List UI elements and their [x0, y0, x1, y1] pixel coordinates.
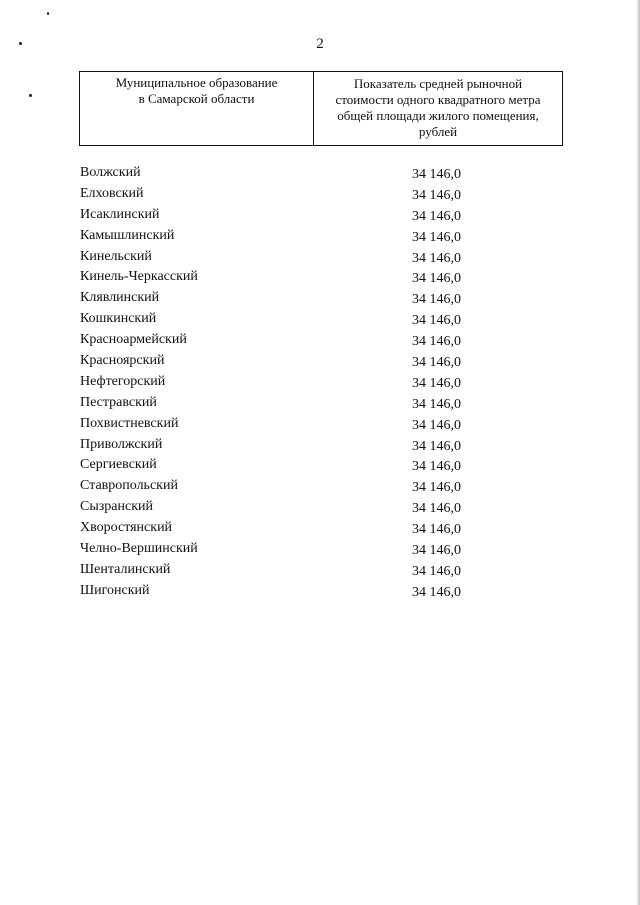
scan-speck	[47, 12, 49, 15]
municipality-name: Ставропольский	[80, 478, 178, 494]
municipality-name: Нефтегорский	[80, 373, 166, 389]
indicator-header-line: общей площади жилого помещения,	[337, 108, 539, 123]
price-value: 34 146,0	[412, 208, 461, 224]
municipality-name: Красноярский	[80, 353, 165, 369]
price-value: 34 146,0	[412, 584, 461, 600]
price-value: 34 146,0	[412, 396, 461, 412]
table-row	[0, 518, 640, 539]
table-body	[0, 163, 640, 602]
municipality-name: Челно-Вершинский	[80, 541, 198, 557]
table-row	[0, 435, 640, 456]
table-row	[0, 351, 640, 372]
municipality-header-line: в Самарской области	[138, 91, 255, 106]
table-row	[0, 163, 640, 184]
price-value: 34 146,0	[412, 501, 461, 517]
table-row	[0, 455, 640, 476]
table-row	[0, 560, 640, 581]
price-value: 34 146,0	[412, 355, 461, 371]
table-row	[0, 330, 640, 351]
table-row	[0, 226, 640, 247]
price-value: 34 146,0	[412, 543, 461, 559]
table-row	[0, 267, 640, 288]
table-row	[0, 393, 640, 414]
municipality-name: Клявлинский	[80, 290, 160, 306]
municipality-name: Похвистневский	[80, 415, 179, 431]
price-value: 34 146,0	[412, 522, 461, 538]
price-value: 34 146,0	[412, 438, 461, 454]
municipality-name: Камышлинский	[80, 227, 175, 243]
municipality-name: Хворостянский	[80, 520, 173, 536]
municipality-name: Пестравский	[80, 394, 157, 410]
table-row	[0, 539, 640, 560]
table-header	[79, 71, 563, 146]
municipality-header-line: Муниципальное образование	[115, 75, 278, 90]
municipality-name: Красноармейский	[80, 332, 187, 348]
municipality-name: Исаклинский	[80, 206, 160, 222]
price-value: 34 146,0	[412, 271, 461, 287]
price-value: 34 146,0	[412, 375, 461, 391]
price-value: 34 146,0	[412, 459, 461, 475]
table-row	[0, 372, 640, 393]
table-row	[0, 309, 640, 330]
indicator-header-line: рублей	[418, 124, 458, 139]
price-value: 34 146,0	[412, 313, 461, 329]
price-value: 34 146,0	[412, 480, 461, 496]
municipality-name: Приволжский	[80, 436, 163, 452]
municipality-name: Сызранский	[80, 499, 153, 515]
table-row	[0, 247, 640, 268]
municipality-name: Кинельский	[80, 248, 152, 264]
municipality-name: Шигонский	[80, 582, 150, 598]
price-value: 34 146,0	[412, 292, 461, 308]
indicator-header-line: Показатель средней рыночной	[353, 76, 523, 91]
price-value: 34 146,0	[412, 334, 461, 350]
municipality-column-header	[80, 72, 314, 145]
table-row	[0, 288, 640, 309]
price-value: 34 146,0	[412, 167, 461, 182]
municipality-name: Кошкинский	[80, 311, 157, 327]
page-number: 2	[316, 36, 324, 52]
price-value: 34 146,0	[412, 250, 461, 266]
table-row	[0, 581, 640, 602]
price-value: 34 146,0	[412, 229, 461, 245]
price-value: 34 146,0	[412, 417, 461, 433]
municipality-name: Волжский	[80, 165, 141, 180]
price-value: 34 146,0	[412, 187, 461, 203]
scan-speck	[29, 94, 32, 97]
table-row	[0, 184, 640, 205]
table-row	[0, 476, 640, 497]
municipality-name: Сергиевский	[80, 457, 157, 473]
price-value: 34 146,0	[412, 563, 461, 579]
indicator-header-line: стоимости одного квадратного метра	[335, 92, 541, 107]
table-row	[0, 205, 640, 226]
indicator-column-header	[314, 72, 562, 145]
municipality-name: Кинель-Черкасский	[80, 269, 198, 285]
municipality-name: Шенталинский	[80, 561, 171, 577]
table-row	[0, 497, 640, 518]
table-row	[0, 414, 640, 435]
municipality-name: Елховский	[80, 185, 144, 201]
